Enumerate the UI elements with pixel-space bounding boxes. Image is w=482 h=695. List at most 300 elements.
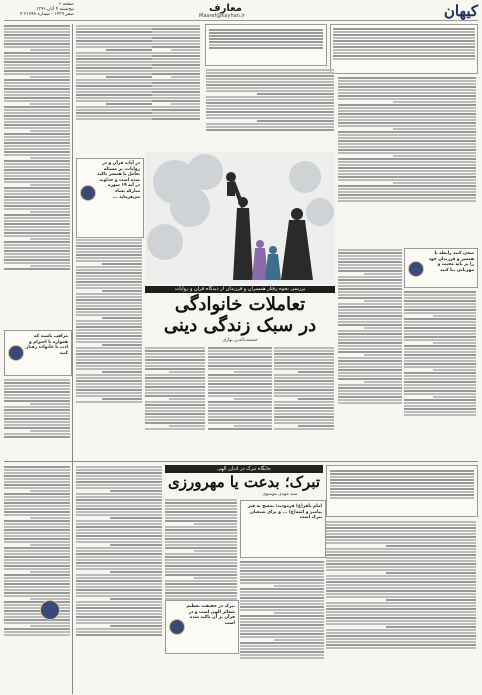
- text-line: [145, 416, 205, 418]
- text-line: [145, 389, 205, 391]
- text-line: [208, 383, 272, 385]
- text-line: [76, 475, 162, 477]
- text-line: [152, 40, 200, 42]
- text-line: [338, 161, 476, 163]
- text-line: [4, 148, 70, 150]
- top-story-author: حشمت‌الدین بهاری: [222, 338, 258, 343]
- text-line: [4, 88, 70, 90]
- text-line: [338, 176, 476, 178]
- text-line: [206, 123, 334, 125]
- text-line: [4, 493, 70, 495]
- text-line: [393, 155, 476, 157]
- text-line: [165, 583, 237, 585]
- text-line: [4, 532, 70, 534]
- text-line: [76, 484, 162, 486]
- text-line: [4, 589, 70, 591]
- text-line: [145, 350, 205, 352]
- top-story-kicker: بررسی نحوه رفتار همسران و فرزندان از دیدگاه قرآن و روایات: [145, 286, 335, 293]
- text-line: [145, 347, 205, 349]
- text-line: [76, 523, 162, 525]
- text-line: [404, 345, 476, 347]
- text-line: [76, 73, 152, 75]
- text-line: [76, 547, 162, 549]
- text-line: [165, 592, 237, 594]
- text-line: [165, 595, 237, 597]
- text-line: [386, 572, 476, 574]
- text-line: [152, 82, 200, 84]
- text-line: [145, 383, 205, 385]
- text-line: [76, 299, 142, 301]
- text-line: [4, 514, 70, 516]
- text-line: [4, 256, 70, 258]
- text-line: [76, 58, 152, 60]
- text-line: [338, 384, 402, 386]
- section-email: Maaref@Kayhan.ir: [199, 13, 245, 19]
- text-line: [326, 584, 476, 586]
- text-line: [208, 389, 272, 391]
- text-line: [257, 93, 334, 95]
- text-line: [110, 598, 162, 600]
- text-line: [76, 568, 162, 570]
- section-title: معارف: [209, 3, 242, 14]
- text-line: [404, 333, 476, 335]
- text-line: [274, 410, 334, 412]
- text-line: [240, 594, 324, 596]
- text-line: [4, 31, 70, 33]
- text-line: [274, 395, 334, 397]
- text-line: [326, 581, 476, 583]
- column-2-top: [76, 24, 152, 154]
- text-line: [152, 43, 200, 45]
- text-line: [208, 356, 272, 358]
- text-line: [326, 563, 476, 565]
- text-line: [4, 523, 70, 525]
- text-line: [4, 547, 70, 549]
- text-line: [208, 365, 272, 367]
- text-line: [4, 391, 70, 393]
- text-line: [208, 392, 272, 394]
- text-line: [404, 363, 476, 365]
- text-line: [76, 359, 142, 361]
- text-line: [240, 609, 324, 611]
- text-line: [4, 196, 70, 198]
- text-line: [76, 67, 152, 69]
- text-line: [240, 624, 324, 626]
- text-line: [145, 386, 205, 388]
- text-line: [240, 600, 324, 602]
- text-line: [240, 645, 324, 647]
- text-line: [76, 565, 162, 567]
- text-line: [76, 619, 162, 621]
- text-line: [274, 612, 324, 614]
- text-line: [145, 395, 205, 397]
- text-line: [404, 411, 476, 413]
- text-line: [338, 270, 402, 272]
- bottom-story-title: تبرک؛ بدعت یا مهرورزی: [167, 473, 320, 491]
- text-line: [240, 573, 324, 575]
- text-line: [76, 311, 142, 313]
- text-line: [152, 58, 200, 60]
- text-line: [4, 400, 70, 402]
- text-line: [404, 303, 476, 305]
- text-line: [4, 121, 70, 123]
- text-line: [165, 529, 237, 531]
- text-line: [326, 617, 476, 619]
- text-line: [338, 279, 402, 281]
- text-line: [76, 529, 162, 531]
- text-line: [4, 112, 70, 114]
- text-line: [4, 175, 70, 177]
- text-line: [76, 323, 142, 325]
- text-line: [145, 413, 205, 415]
- text-line: [30, 130, 70, 132]
- text-line: [240, 630, 324, 632]
- text-line: [338, 267, 402, 269]
- text-line: [110, 544, 162, 546]
- text-line: [326, 554, 476, 556]
- text-line: [4, 64, 70, 66]
- text-line: [338, 348, 402, 350]
- text-line: [326, 566, 476, 568]
- text-line: [338, 378, 402, 380]
- text-line: [76, 245, 142, 247]
- text-line: [76, 332, 142, 334]
- text-line: [274, 386, 334, 388]
- text-line: [145, 401, 205, 403]
- text-line: [76, 559, 162, 561]
- text-line: [4, 94, 70, 96]
- text-line: [165, 526, 237, 528]
- text-line: [404, 360, 476, 362]
- bottom-quote-box-2: [165, 600, 239, 654]
- text-line: [206, 78, 334, 80]
- text-line: [257, 120, 334, 122]
- text-line: [76, 589, 162, 591]
- text-line: [326, 536, 476, 538]
- family-silhouette-image: [145, 152, 335, 284]
- side-quote-2: سعی کنید رابطه با همسر و فرزندان خود را بر پایه محبت و مهربانی بنا کنید: [428, 251, 474, 273]
- text-line: [404, 414, 476, 416]
- text-line: [4, 556, 70, 558]
- text-line: [4, 139, 70, 141]
- text-line: [76, 272, 142, 274]
- top-story-title-1: تعاملات خانوادگی: [174, 294, 306, 315]
- text-line: [338, 188, 476, 190]
- text-line: [338, 152, 476, 154]
- text-line: [274, 356, 334, 358]
- text-line: [4, 205, 70, 207]
- text-line: [338, 351, 402, 353]
- text-line: [194, 550, 237, 552]
- text-line: [240, 636, 324, 638]
- masthead: [4, 2, 478, 21]
- text-line: [76, 496, 162, 498]
- text-line: [76, 574, 162, 576]
- text-line: [326, 596, 476, 598]
- text-line: [4, 136, 70, 138]
- text-line: [338, 252, 402, 254]
- text-line: [326, 548, 476, 550]
- text-line: [4, 562, 70, 564]
- text-line: [4, 565, 70, 567]
- text-line: [338, 372, 402, 374]
- text-line: [4, 385, 70, 387]
- text-line: [165, 565, 237, 567]
- text-line: [76, 70, 152, 72]
- side-quote-1-box: [76, 158, 144, 238]
- text-line: [208, 359, 272, 361]
- text-line: [326, 629, 476, 631]
- top-quote-box: [205, 24, 327, 66]
- text-line: [76, 112, 152, 114]
- text-line: [4, 409, 70, 411]
- right-column-top: [338, 76, 476, 246]
- text-line: [76, 511, 162, 513]
- text-line: [338, 131, 476, 133]
- text-line: [76, 88, 152, 90]
- text-line: [326, 605, 476, 607]
- text-line: [4, 421, 70, 423]
- text-line: [4, 52, 70, 54]
- text-line: [110, 625, 162, 627]
- text-line: [404, 294, 476, 296]
- text-line: [76, 631, 162, 633]
- text-line: [404, 387, 476, 389]
- text-line: [338, 95, 476, 97]
- text-line: [152, 64, 200, 66]
- text-line: [4, 250, 70, 252]
- text-line: [171, 103, 200, 105]
- text-line: [326, 620, 476, 622]
- text-line: [240, 588, 324, 590]
- text-line: [76, 118, 152, 120]
- text-line: [208, 350, 272, 352]
- text-line: [152, 67, 200, 69]
- text-line: [76, 329, 142, 331]
- text-line: [326, 521, 476, 523]
- text-line: [338, 399, 402, 401]
- text-line: [171, 76, 200, 78]
- text-line: [76, 305, 142, 307]
- text-line: [386, 545, 476, 547]
- text-line: [338, 303, 402, 305]
- text-line: [208, 419, 272, 421]
- text-line: [194, 523, 237, 525]
- text-line: [76, 82, 152, 84]
- text-line: [106, 49, 152, 51]
- text-line: [4, 220, 70, 222]
- text-line: [4, 142, 70, 144]
- text-line: [169, 371, 205, 373]
- text-line: [4, 223, 70, 225]
- text-line: [165, 544, 237, 546]
- text-line: [338, 276, 402, 278]
- text-line: [152, 28, 200, 30]
- text-line: [338, 200, 476, 202]
- text-line: [4, 496, 70, 498]
- text-line: [338, 396, 402, 398]
- text-line: [404, 372, 476, 374]
- text-line: [206, 105, 334, 107]
- text-line: [274, 350, 334, 352]
- text-line: [194, 577, 237, 579]
- text-line: [338, 336, 402, 338]
- text-line: [206, 108, 334, 110]
- text-line: [145, 410, 205, 412]
- text-line: [206, 96, 334, 98]
- text-line: [4, 484, 70, 486]
- text-line: [76, 251, 142, 253]
- text-line: [165, 556, 237, 558]
- text-line: [76, 520, 162, 522]
- text-line: [165, 514, 237, 516]
- text-line: [338, 312, 402, 314]
- text-line: [76, 106, 152, 108]
- text-line: [4, 412, 70, 414]
- text-line: [4, 208, 70, 210]
- text-line: [76, 335, 142, 337]
- text-line: [152, 79, 200, 81]
- text-line: [326, 593, 476, 595]
- text-line: [338, 89, 476, 91]
- text-line: [404, 351, 476, 353]
- text-line: [152, 100, 200, 102]
- text-line: [338, 110, 476, 112]
- text-line: [4, 55, 70, 57]
- text-line: [326, 578, 476, 580]
- text-line: [206, 87, 334, 89]
- text-line: [234, 398, 272, 400]
- text-line: [165, 553, 237, 555]
- text-line: [338, 387, 402, 389]
- side-quote-3-box: [4, 330, 72, 376]
- text-line: [206, 126, 334, 128]
- text-line: [208, 362, 272, 364]
- text-line: [338, 258, 402, 260]
- text-line: [169, 398, 205, 400]
- text-line: [165, 559, 237, 561]
- text-line: [4, 217, 70, 219]
- text-line: [338, 113, 476, 115]
- text-line: [326, 533, 476, 535]
- text-line: [326, 623, 476, 625]
- text-line: [102, 263, 142, 265]
- text-line: [145, 353, 205, 355]
- text-line: [76, 538, 162, 540]
- column-4-mid: [208, 346, 272, 458]
- text-line: [4, 145, 70, 147]
- text-line: [165, 589, 237, 591]
- text-line: [76, 52, 152, 54]
- text-line: [145, 380, 205, 382]
- text-line: [152, 25, 200, 27]
- bottom-column-4: [326, 520, 476, 693]
- text-line: [240, 597, 324, 599]
- text-line: [4, 553, 70, 555]
- text-line: [76, 493, 162, 495]
- text-line: [404, 330, 476, 332]
- emblem-icon: [8, 345, 24, 361]
- text-line: [274, 585, 324, 587]
- text-line: [76, 31, 152, 33]
- text-line: [145, 404, 205, 406]
- text-line: [404, 408, 476, 410]
- text-line: [76, 401, 142, 403]
- text-line: [274, 368, 334, 370]
- text-line: [404, 324, 476, 326]
- text-line: [240, 654, 324, 656]
- text-line: [76, 287, 142, 289]
- text-line: [4, 388, 70, 390]
- text-line: [4, 610, 70, 612]
- text-line: [4, 541, 70, 543]
- text-line: [4, 586, 70, 588]
- text-line: [364, 327, 402, 329]
- text-line: [165, 535, 237, 537]
- text-line: [274, 377, 334, 379]
- text-line: [4, 82, 70, 84]
- text-line: [4, 478, 70, 480]
- text-line: [404, 402, 476, 404]
- text-line: [240, 579, 324, 581]
- text-line: [338, 297, 402, 299]
- text-line: [338, 116, 476, 118]
- text-line: [298, 371, 334, 373]
- text-line: [206, 81, 334, 83]
- text-line: [4, 247, 70, 249]
- text-line: [110, 490, 162, 492]
- text-line: [152, 115, 200, 117]
- text-line: [240, 648, 324, 650]
- text-line: [4, 58, 70, 60]
- text-line: [4, 190, 70, 192]
- text-line: [4, 37, 70, 39]
- text-line: [338, 92, 476, 94]
- text-line: [76, 362, 142, 364]
- text-line: [110, 517, 162, 519]
- family-illustration: [145, 152, 335, 284]
- text-line: [4, 613, 70, 615]
- text-line: [145, 419, 205, 421]
- text-line: [4, 511, 70, 513]
- text-line: [76, 577, 162, 579]
- text-line: [4, 151, 70, 153]
- text-line: [404, 399, 476, 401]
- date-lunar: ۴ صفر ۱۴۳۹ - شماره ۲۱۷۴۸: [20, 12, 74, 17]
- text-line: [4, 592, 70, 594]
- text-line: [165, 562, 237, 564]
- text-line: [326, 542, 476, 544]
- text-line: [4, 616, 70, 618]
- text-line: [338, 288, 402, 290]
- text-line: [404, 312, 476, 314]
- side-quote-2-box: [404, 248, 478, 288]
- text-line: [206, 102, 334, 104]
- text-line: [30, 238, 70, 240]
- text-line: [102, 290, 142, 292]
- text-line: [4, 124, 70, 126]
- text-line: [152, 106, 200, 108]
- text-line: [4, 229, 70, 231]
- text-line: [76, 100, 152, 102]
- text-line: [338, 264, 402, 266]
- text-line: [404, 378, 476, 380]
- top-story-title-2: در سبک زندگی دینی: [163, 315, 317, 336]
- text-line: [240, 621, 324, 623]
- text-line: [76, 85, 152, 87]
- text-line: [76, 55, 152, 57]
- text-line: [4, 424, 70, 426]
